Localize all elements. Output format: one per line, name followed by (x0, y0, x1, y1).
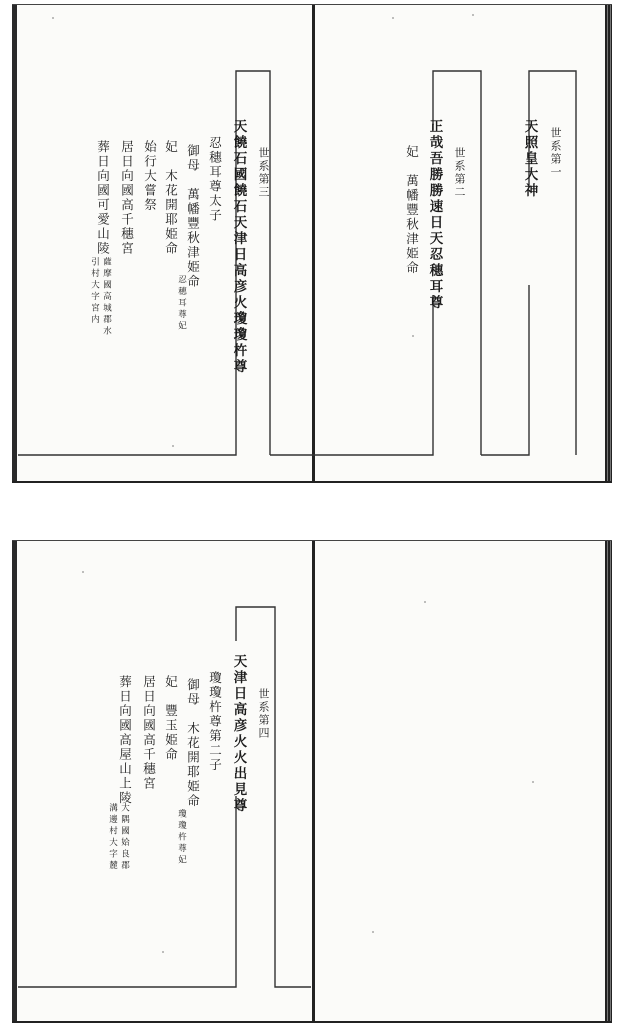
generation-3-consort: 妃 木花開耶姫命 (163, 140, 179, 256)
generation-4-consort: 妃 豐玉姫命 (163, 675, 179, 762)
generation-3-name: 天饒石國饒石天津日高彦火瓊瓊杵尊 (230, 119, 247, 375)
generation-4-tomb-note-b: 溝邊村大字麓 (107, 803, 118, 872)
generation-4-parent: 瓊瓊杵尊第二子 (207, 671, 223, 773)
generation-2-label: 世系第二 (453, 147, 466, 199)
book-spread-top (12, 4, 612, 483)
lineage-lines-bottom (12, 541, 612, 1021)
generation-3-tomb-note-b: 引村大字宮内 (89, 257, 100, 326)
generation-3-palace: 居日向國高千穗宮 (119, 140, 135, 256)
generation-3-tomb-note-a: 薩摩國高城郡水 (101, 257, 112, 338)
generation-3-first-rite: 始行大嘗祭 (142, 140, 158, 213)
generation-4-palace: 居日向國高千穗宮 (141, 675, 157, 791)
scan-speck (424, 601, 426, 603)
scan-speck (472, 14, 474, 16)
generation-2-consort: 妃 萬幡豐秋津姫命 (404, 145, 420, 276)
generation-3-label: 世系第三 (257, 147, 270, 199)
book-spread-bottom (12, 540, 612, 1023)
generation-1-name: 天照皇大神 (521, 119, 538, 199)
scan-speck (412, 335, 414, 337)
scan-speck (52, 17, 54, 19)
generation-3-mother-note: 忍穗耳尊妃 (176, 275, 187, 333)
scan-speck (372, 931, 374, 933)
generation-3-parent: 忍穗耳尊太子 (207, 136, 223, 223)
scan-speck (162, 951, 164, 953)
scan-speck (392, 17, 394, 19)
generation-3-tomb: 葬日向國可愛山陵 (95, 140, 111, 256)
generation-4-label: 世系第四 (257, 688, 270, 740)
generation-3-mother: 御母 萬幡豐秋津姫命 (185, 144, 201, 289)
generation-4-name: 天津日高彦火火出見尊 (230, 654, 247, 814)
generation-4-mother-note: 瓊瓊杵尊妃 (176, 809, 187, 867)
generation-4-mother: 御母 木花開耶姫命 (185, 678, 201, 809)
scan-speck (172, 445, 174, 447)
page-gap (0, 484, 617, 536)
scan-speck (82, 571, 84, 573)
generation-2-name: 正哉吾勝勝速日天忍穗耳尊 (426, 119, 443, 311)
generation-4-tomb-note-a: 大隅國姶良郡 (119, 803, 130, 872)
scan-speck (532, 781, 534, 783)
generation-1-label: 世系第一 (549, 127, 562, 179)
generation-4-tomb: 葬日向國高屋山上陵 (117, 675, 133, 806)
